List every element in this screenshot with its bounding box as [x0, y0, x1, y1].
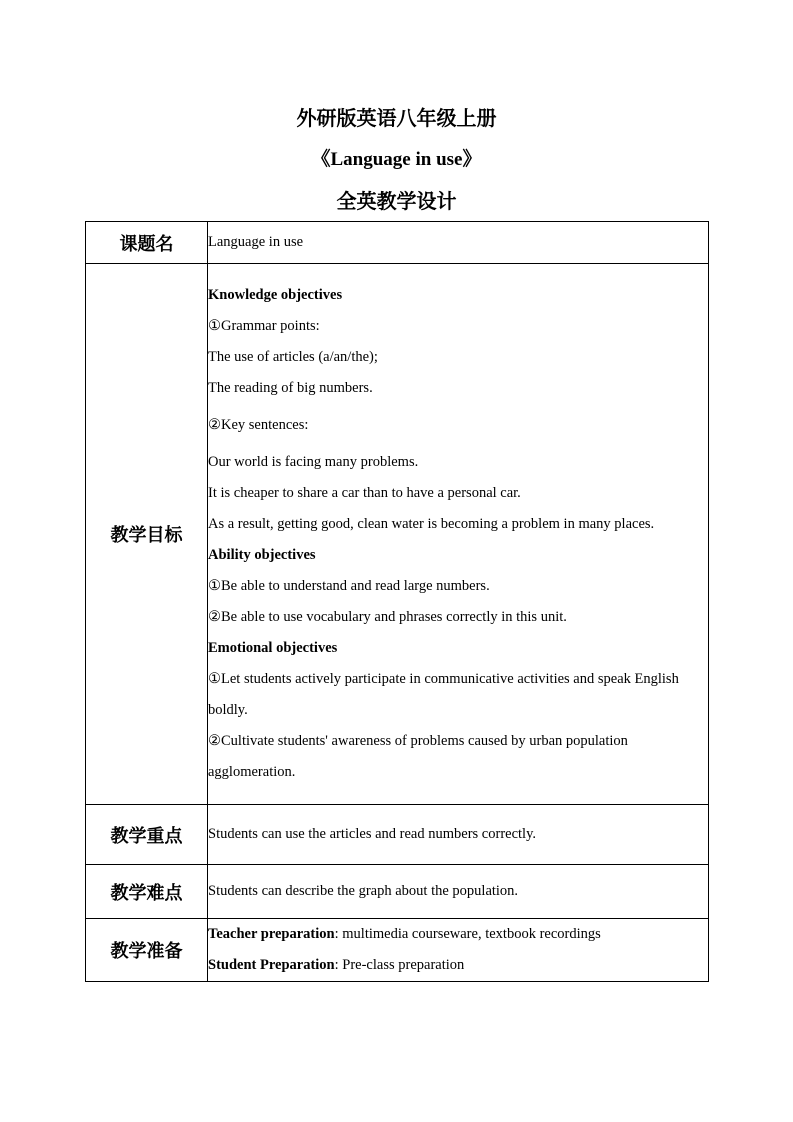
topic-text: Language in use [208, 234, 304, 250]
student-preparation-value: : Pre-class preparation [334, 957, 465, 973]
knowledge-heading: Knowledge objectives [208, 287, 343, 303]
emotional-item: ②Cultivate students' awareness of problems caused by urban population agglomeration. [208, 733, 628, 780]
document-subtitle: 全英教学设计 [336, 189, 457, 213]
ability-heading: Ability objectives [208, 547, 316, 563]
table-row-objectives [86, 264, 709, 805]
key-sentences-heading: ②Key sentences: [208, 417, 309, 433]
difficulties-label: 教学难点 [86, 865, 208, 919]
preparation-value [208, 919, 709, 982]
teacher-preparation-label: Teacher preparation [208, 926, 335, 942]
student-preparation [208, 950, 708, 981]
table-row-preparation [86, 919, 709, 982]
key-points-value [208, 805, 709, 865]
key-sentence: Our world is facing many problems. [208, 454, 419, 470]
key-sentence: As a result, getting good, clean water is becoming a problem in many places. [208, 516, 655, 532]
emotional-item: ①Let students actively participate in communicative activities and speak English boldly. [208, 671, 679, 718]
objectives-label: 教学目标 [86, 264, 208, 805]
key-sentence: It is cheaper to share a car than to have a personal car. [208, 485, 521, 501]
ability-item: ②Be able to use vocabulary and phrases correctly in this unit. [208, 609, 567, 625]
teacher-preparation [208, 919, 708, 950]
grammar-points-heading: ①Grammar points: [208, 318, 320, 334]
difficulties-value [208, 865, 709, 919]
table-row-key-points [86, 805, 709, 865]
key-points-label: 教学重点 [86, 805, 208, 865]
objectives-content [208, 264, 709, 805]
document-title: 外研版英语八年级上册 [296, 106, 497, 130]
key-points-text: Students can use the articles and read numbers correctly. [208, 826, 537, 842]
table-row-topic [86, 222, 709, 264]
preparation-label: 教学准备 [86, 919, 208, 982]
grammar-item: The use of articles (a/an/the); [208, 349, 378, 365]
student-preparation-label: Student Preparation [208, 957, 335, 973]
topic-value [208, 222, 709, 264]
ability-item: ①Be able to understand and read large numbers. [208, 578, 490, 594]
teacher-preparation-value: : multimedia courseware, textbook recordings [334, 926, 601, 942]
topic-label: 课题名 [86, 222, 208, 264]
lesson-title: 《Language in use》 [311, 149, 482, 170]
lesson-plan-table [85, 221, 709, 982]
emotional-heading: Emotional objectives [208, 640, 338, 656]
table-row-difficulties [86, 865, 709, 919]
difficulties-text: Students can describe the graph about the population. [208, 883, 519, 899]
grammar-item: The reading of big numbers. [208, 380, 373, 396]
